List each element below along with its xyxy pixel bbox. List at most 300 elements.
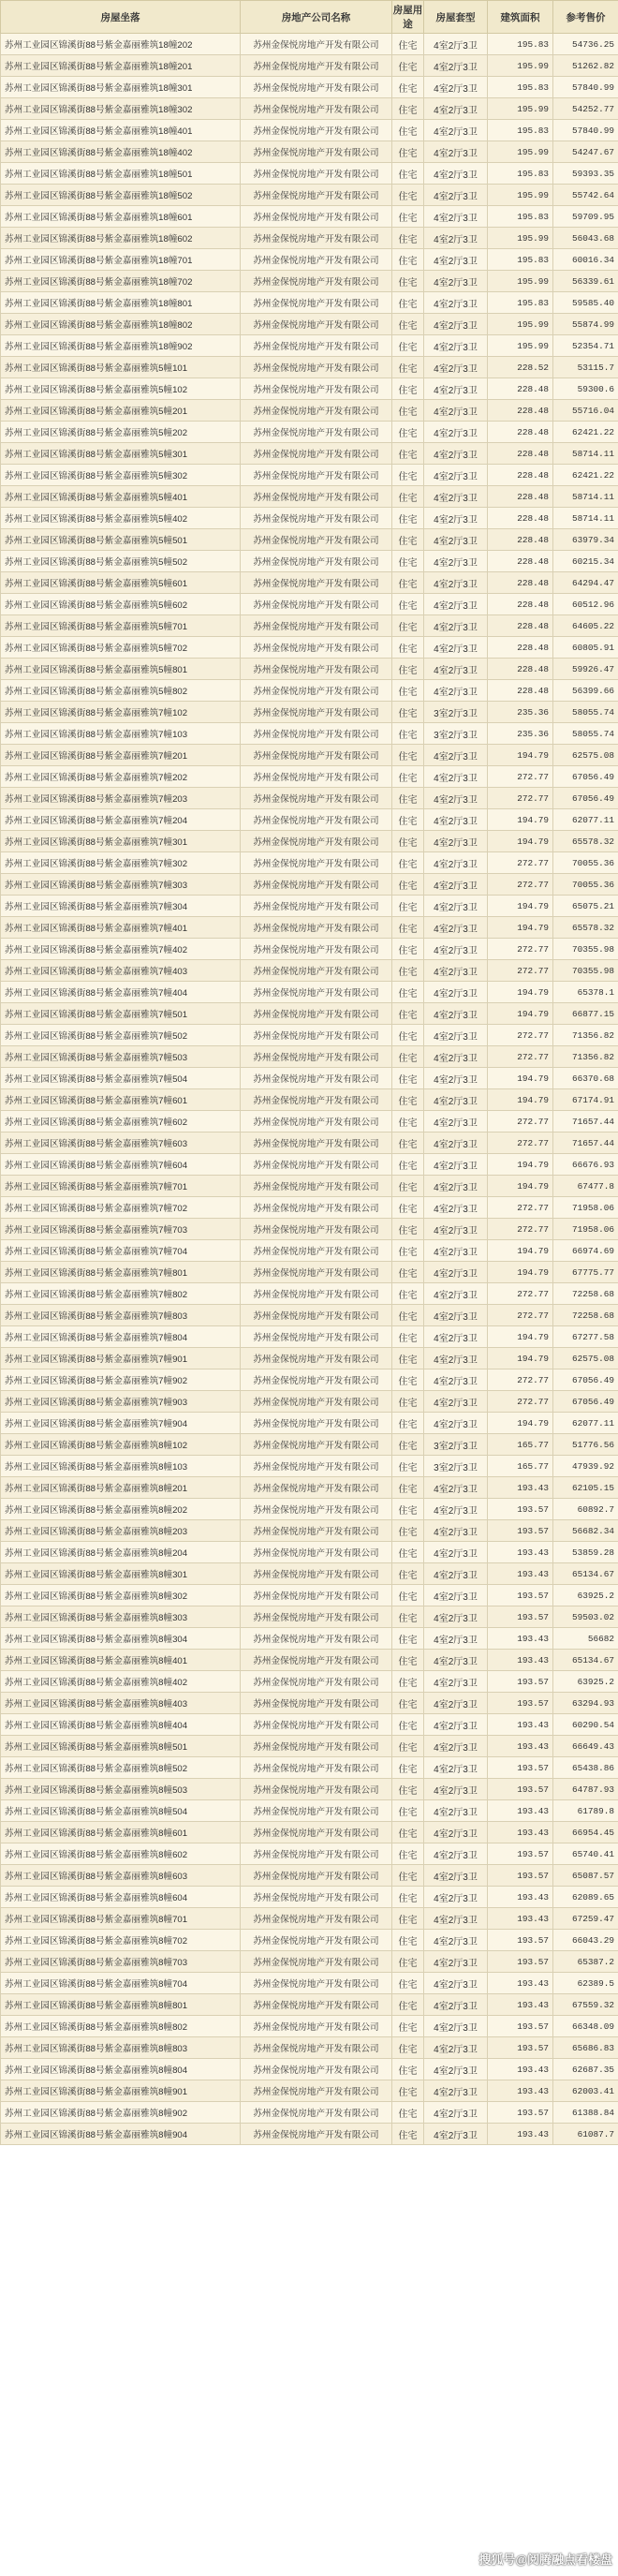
cell-area: 193.57 [488, 1843, 553, 1865]
cell-area: 272.77 [488, 1219, 553, 1240]
cell-use: 住宅 [392, 120, 424, 141]
cell-company: 苏州金保悦房地产开发有限公司 [241, 1434, 392, 1456]
cell-use: 住宅 [392, 1800, 424, 1822]
cell-addr: 苏州工业园区锦溪街88号紫金嘉丽雅筑18幢202 [1, 34, 241, 55]
cell-company: 苏州金保悦房地产开发有限公司 [241, 1456, 392, 1477]
cell-layout: 4室2厅3卫 [424, 1822, 488, 1843]
table-row [1, 723, 618, 745]
cell-addr: 苏州工业园区锦溪街88号紫金嘉丽雅筑7幢602 [1, 1111, 241, 1133]
cell-area: 193.43 [488, 1714, 553, 1736]
table-row [1, 1434, 618, 1456]
cell-area: 194.79 [488, 1326, 553, 1348]
cell-area: 194.79 [488, 1154, 553, 1176]
cell-area: 228.48 [488, 572, 553, 594]
cell-layout: 4室2厅3卫 [424, 1779, 488, 1800]
cell-use: 住宅 [392, 1606, 424, 1628]
table-row [1, 809, 618, 831]
cell-layout: 4室2厅3卫 [424, 1197, 488, 1219]
cell-price: 62575.08 [553, 1348, 618, 1369]
cell-company: 苏州金保悦房地产开发有限公司 [241, 1262, 392, 1283]
table-row [1, 529, 618, 551]
cell-company: 苏州金保悦房地产开发有限公司 [241, 529, 392, 551]
cell-use: 住宅 [392, 551, 424, 572]
cell-addr: 苏州工业园区锦溪街88号紫金嘉丽雅筑5幢101 [1, 357, 241, 378]
cell-layout: 4室2厅3卫 [424, 809, 488, 831]
cell-company: 苏州金保悦房地产开发有限公司 [241, 960, 392, 982]
cell-use: 住宅 [392, 1671, 424, 1693]
cell-layout: 4室2厅3卫 [424, 1305, 488, 1326]
header-row [1, 1, 618, 34]
cell-use: 住宅 [392, 939, 424, 960]
cell-area: 193.43 [488, 1908, 553, 1930]
cell-layout: 4室2厅3卫 [424, 2037, 488, 2059]
cell-use: 住宅 [392, 443, 424, 465]
cell-company: 苏州金保悦房地产开发有限公司 [241, 1736, 392, 1757]
table-row [1, 1650, 618, 1671]
cell-area: 194.79 [488, 1262, 553, 1283]
table-row [1, 1305, 618, 1326]
cell-company: 苏州金保悦房地产开发有限公司 [241, 1369, 392, 1391]
cell-layout: 4室2厅3卫 [424, 1973, 488, 1994]
table-row [1, 1219, 618, 1240]
cell-company: 苏州金保悦房地产开发有限公司 [241, 1240, 392, 1262]
table-row [1, 206, 618, 228]
table-row [1, 443, 618, 465]
cell-area: 228.48 [488, 486, 553, 508]
cell-price: 65387.2 [553, 1951, 618, 1973]
cell-layout: 4室2厅3卫 [424, 939, 488, 960]
cell-layout: 4室2厅3卫 [424, 1499, 488, 1520]
cell-use: 住宅 [392, 1089, 424, 1111]
cell-price: 67056.49 [553, 766, 618, 788]
table-row [1, 1865, 618, 1887]
cell-layout: 4室2厅3卫 [424, 98, 488, 120]
cell-addr: 苏州工业园区锦溪街88号紫金嘉丽雅筑8幢403 [1, 1693, 241, 1714]
cell-addr: 苏州工业园区锦溪街88号紫金嘉丽雅筑5幢602 [1, 594, 241, 615]
cell-price: 59393.35 [553, 163, 618, 185]
cell-addr: 苏州工业园区锦溪街88号紫金嘉丽雅筑7幢804 [1, 1326, 241, 1348]
cell-price: 67477.8 [553, 1176, 618, 1197]
cell-use: 住宅 [392, 896, 424, 917]
table-row [1, 1973, 618, 1994]
cell-price: 63979.34 [553, 529, 618, 551]
cell-company: 苏州金保悦房地产开发有限公司 [241, 486, 392, 508]
cell-area: 194.79 [488, 1068, 553, 1089]
cell-use: 住宅 [392, 1305, 424, 1326]
cell-company: 苏州金保悦房地产开发有限公司 [241, 141, 392, 163]
cell-layout: 4室2厅3卫 [424, 1240, 488, 1262]
cell-company: 苏州金保悦房地产开发有限公司 [241, 831, 392, 852]
table-row [1, 1779, 618, 1800]
cell-area: 195.83 [488, 34, 553, 55]
table-row [1, 1822, 618, 1843]
table-row [1, 788, 618, 809]
cell-company: 苏州金保悦房地产开发有限公司 [241, 1477, 392, 1499]
cell-price: 55716.04 [553, 400, 618, 422]
cell-price: 58055.74 [553, 723, 618, 745]
cell-area: 194.79 [488, 831, 553, 852]
cell-use: 住宅 [392, 680, 424, 702]
cell-addr: 苏州工业园区锦溪街88号紫金嘉丽雅筑18幢301 [1, 77, 241, 98]
cell-area: 194.79 [488, 1003, 553, 1025]
cell-company: 苏州金保悦房地产开发有限公司 [241, 551, 392, 572]
cell-area: 194.79 [488, 917, 553, 939]
cell-price: 54252.77 [553, 98, 618, 120]
table-row [1, 1068, 618, 1089]
cell-company: 苏州金保悦房地产开发有限公司 [241, 1628, 392, 1650]
cell-price: 55742.64 [553, 185, 618, 206]
cell-use: 住宅 [392, 1779, 424, 1800]
cell-price: 62077.11 [553, 809, 618, 831]
cell-price: 51262.82 [553, 55, 618, 77]
cell-company: 苏州金保悦房地产开发有限公司 [241, 2124, 392, 2145]
table-row [1, 508, 618, 529]
cell-company: 苏州金保悦房地产开发有限公司 [241, 314, 392, 335]
table-row [1, 1477, 618, 1499]
cell-addr: 苏州工业园区锦溪街88号紫金嘉丽雅筑18幢201 [1, 55, 241, 77]
cell-company: 苏州金保悦房地产开发有限公司 [241, 1671, 392, 1693]
table-row [1, 34, 618, 55]
cell-price: 59709.95 [553, 206, 618, 228]
cell-price: 71356.82 [553, 1046, 618, 1068]
cell-company: 苏州金保悦房地产开发有限公司 [241, 809, 392, 831]
cell-area: 195.83 [488, 163, 553, 185]
cell-layout: 4室2厅3卫 [424, 2016, 488, 2037]
cell-price: 62105.15 [553, 1477, 618, 1499]
cell-layout: 4室2厅3卫 [424, 314, 488, 335]
cell-addr: 苏州工业园区锦溪街88号紫金嘉丽雅筑18幢601 [1, 206, 241, 228]
cell-addr: 苏州工业园区锦溪街88号紫金嘉丽雅筑7幢702 [1, 1197, 241, 1219]
table-row [1, 615, 618, 637]
cell-use: 住宅 [392, 2102, 424, 2124]
cell-price: 65740.41 [553, 1843, 618, 1865]
table-row [1, 551, 618, 572]
cell-addr: 苏州工业园区锦溪街88号紫金嘉丽雅筑7幢703 [1, 1219, 241, 1240]
cell-use: 住宅 [392, 163, 424, 185]
cell-use: 住宅 [392, 1585, 424, 1606]
cell-company: 苏州金保悦房地产开发有限公司 [241, 1003, 392, 1025]
cell-area: 272.77 [488, 874, 553, 896]
cell-use: 住宅 [392, 1046, 424, 1068]
cell-layout: 4室2厅3卫 [424, 206, 488, 228]
table-row [1, 1757, 618, 1779]
cell-company: 苏州金保悦房地产开发有限公司 [241, 185, 392, 206]
cell-use: 住宅 [392, 1154, 424, 1176]
cell-layout: 4室2厅3卫 [424, 766, 488, 788]
cell-area: 193.57 [488, 2016, 553, 2037]
cell-use: 住宅 [392, 1650, 424, 1671]
cell-price: 66348.09 [553, 2016, 618, 2037]
table-row [1, 1736, 618, 1757]
cell-company: 苏州金保悦房地产开发有限公司 [241, 939, 392, 960]
cell-area: 228.48 [488, 615, 553, 637]
header-addr: 房屋坐落 [1, 1, 241, 34]
cell-layout: 4室2厅3卫 [424, 788, 488, 809]
cell-layout: 4室2厅3卫 [424, 1477, 488, 1499]
cell-layout: 4室2厅3卫 [424, 1585, 488, 1606]
table-row [1, 1714, 618, 1736]
cell-addr: 苏州工业园区锦溪街88号紫金嘉丽雅筑7幢504 [1, 1068, 241, 1089]
cell-area: 193.57 [488, 1606, 553, 1628]
cell-company: 苏州金保悦房地产开发有限公司 [241, 228, 392, 249]
cell-layout: 4室2厅3卫 [424, 572, 488, 594]
cell-layout: 4室2厅3卫 [424, 1283, 488, 1305]
cell-price: 62575.08 [553, 745, 618, 766]
cell-layout: 4室2厅3卫 [424, 1757, 488, 1779]
cell-layout: 4室2厅3卫 [424, 1262, 488, 1283]
cell-area: 228.48 [488, 400, 553, 422]
cell-addr: 苏州工业园区锦溪街88号紫金嘉丽雅筑7幢203 [1, 788, 241, 809]
cell-addr: 苏州工业园区锦溪街88号紫金嘉丽雅筑7幢604 [1, 1154, 241, 1176]
cell-use: 住宅 [392, 249, 424, 271]
cell-layout: 4室2厅3卫 [424, 917, 488, 939]
cell-price: 60215.34 [553, 551, 618, 572]
cell-price: 51776.56 [553, 1434, 618, 1456]
cell-area: 193.43 [488, 1650, 553, 1671]
cell-company: 苏州金保悦房地产开发有限公司 [241, 2016, 392, 2037]
cell-area: 193.57 [488, 2037, 553, 2059]
cell-price: 66370.68 [553, 1068, 618, 1089]
cell-layout: 3室2厅3卫 [424, 1456, 488, 1477]
cell-price: 55874.99 [553, 314, 618, 335]
table-row [1, 637, 618, 659]
cell-use: 住宅 [392, 529, 424, 551]
cell-layout: 4室2厅3卫 [424, 1930, 488, 1951]
table-row [1, 422, 618, 443]
cell-price: 56339.61 [553, 271, 618, 292]
table-row [1, 314, 618, 335]
cell-use: 住宅 [392, 1865, 424, 1887]
cell-area: 195.99 [488, 141, 553, 163]
cell-area: 194.79 [488, 1176, 553, 1197]
cell-layout: 4室2厅3卫 [424, 896, 488, 917]
cell-use: 住宅 [392, 34, 424, 55]
cell-layout: 4室2厅3卫 [424, 1865, 488, 1887]
cell-price: 64605.22 [553, 615, 618, 637]
cell-use: 住宅 [392, 1628, 424, 1650]
cell-company: 苏州金保悦房地产开发有限公司 [241, 852, 392, 874]
cell-use: 住宅 [392, 55, 424, 77]
cell-addr: 苏州工业园区锦溪街88号紫金嘉丽雅筑8幢203 [1, 1520, 241, 1542]
cell-area: 193.43 [488, 1887, 553, 1908]
cell-addr: 苏州工业园区锦溪街88号紫金嘉丽雅筑8幢201 [1, 1477, 241, 1499]
cell-area: 272.77 [488, 1046, 553, 1068]
cell-addr: 苏州工业园区锦溪街88号紫金嘉丽雅筑8幢603 [1, 1865, 241, 1887]
cell-area: 228.48 [488, 637, 553, 659]
cell-use: 住宅 [392, 1499, 424, 1520]
cell-use: 住宅 [392, 615, 424, 637]
cell-layout: 4室2厅3卫 [424, 1542, 488, 1563]
table-row [1, 1843, 618, 1865]
cell-price: 58055.74 [553, 702, 618, 723]
watermark: 搜狐号@阅腾融点看楼盘 [478, 2553, 612, 2567]
cell-layout: 4室2厅3卫 [424, 1003, 488, 1025]
cell-price: 56682.34 [553, 1520, 618, 1542]
cell-addr: 苏州工业园区锦溪街88号紫金嘉丽雅筑18幢801 [1, 292, 241, 314]
cell-layout: 4室2厅3卫 [424, 615, 488, 637]
table-row [1, 77, 618, 98]
table-row [1, 1369, 618, 1391]
cell-addr: 苏州工业园区锦溪街88号紫金嘉丽雅筑18幢802 [1, 314, 241, 335]
table-row [1, 1930, 618, 1951]
cell-use: 住宅 [392, 1843, 424, 1865]
cell-area: 272.77 [488, 1025, 553, 1046]
table-row [1, 766, 618, 788]
cell-area: 193.43 [488, 1800, 553, 1822]
table-row [1, 378, 618, 400]
cell-company: 苏州金保悦房地产开发有限公司 [241, 1520, 392, 1542]
cell-use: 住宅 [392, 1757, 424, 1779]
cell-layout: 4室2厅3卫 [424, 228, 488, 249]
cell-layout: 4室2厅3卫 [424, 1693, 488, 1714]
cell-company: 苏州金保悦房地产开发有限公司 [241, 1908, 392, 1930]
cell-use: 住宅 [392, 1262, 424, 1283]
cell-addr: 苏州工业园区锦溪街88号紫金嘉丽雅筑7幢103 [1, 723, 241, 745]
cell-addr: 苏州工业园区锦溪街88号紫金嘉丽雅筑7幢803 [1, 1305, 241, 1326]
cell-price: 58714.11 [553, 443, 618, 465]
cell-company: 苏州金保悦房地产开发有限公司 [241, 443, 392, 465]
cell-company: 苏州金保悦房地产开发有限公司 [241, 206, 392, 228]
cell-layout: 4室2厅3卫 [424, 1714, 488, 1736]
cell-area: 228.48 [488, 508, 553, 529]
cell-addr: 苏州工业园区锦溪街88号紫金嘉丽雅筑7幢802 [1, 1283, 241, 1305]
cell-layout: 4室2厅3卫 [424, 465, 488, 486]
cell-price: 63294.93 [553, 1693, 618, 1714]
cell-use: 住宅 [392, 1714, 424, 1736]
cell-layout: 4室2厅3卫 [424, 745, 488, 766]
table-row [1, 98, 618, 120]
cell-price: 67056.49 [553, 1391, 618, 1413]
cell-area: 195.99 [488, 271, 553, 292]
cell-area: 195.99 [488, 185, 553, 206]
cell-price: 54247.67 [553, 141, 618, 163]
cell-layout: 4室2厅3卫 [424, 1025, 488, 1046]
header-layout: 房屋套型 [424, 1, 488, 34]
cell-layout: 4室2厅3卫 [424, 1219, 488, 1240]
cell-addr: 苏州工业园区锦溪街88号紫金嘉丽雅筑5幢301 [1, 443, 241, 465]
cell-addr: 苏州工业园区锦溪街88号紫金嘉丽雅筑8幢202 [1, 1499, 241, 1520]
cell-layout: 4室2厅3卫 [424, 55, 488, 77]
cell-layout: 4室2厅3卫 [424, 831, 488, 852]
cell-layout: 4室2厅3卫 [424, 1628, 488, 1650]
cell-price: 62421.22 [553, 422, 618, 443]
cell-company: 苏州金保悦房地产开发有限公司 [241, 1693, 392, 1714]
cell-use: 住宅 [392, 1240, 424, 1262]
table-row [1, 572, 618, 594]
table-row [1, 1046, 618, 1068]
cell-addr: 苏州工业园区锦溪街88号紫金嘉丽雅筑5幢501 [1, 529, 241, 551]
cell-price: 67056.49 [553, 1369, 618, 1391]
table-row [1, 1133, 618, 1154]
table-row [1, 874, 618, 896]
cell-use: 住宅 [392, 745, 424, 766]
cell-addr: 苏州工业园区锦溪街88号紫金嘉丽雅筑8幢604 [1, 1887, 241, 1908]
cell-layout: 4室2厅3卫 [424, 1348, 488, 1369]
cell-company: 苏州金保悦房地产开发有限公司 [241, 594, 392, 615]
cell-company: 苏州金保悦房地产开发有限公司 [241, 1606, 392, 1628]
cell-area: 272.77 [488, 1133, 553, 1154]
cell-use: 住宅 [392, 1822, 424, 1843]
cell-area: 193.57 [488, 2102, 553, 2124]
cell-price: 59300.6 [553, 378, 618, 400]
cell-area: 193.43 [488, 1563, 553, 1585]
cell-use: 住宅 [392, 2080, 424, 2102]
table-row [1, 1154, 618, 1176]
cell-addr: 苏州工业园区锦溪街88号紫金嘉丽雅筑7幢502 [1, 1025, 241, 1046]
cell-addr: 苏州工业园区锦溪街88号紫金嘉丽雅筑7幢301 [1, 831, 241, 852]
cell-use: 住宅 [392, 1736, 424, 1757]
cell-use: 住宅 [392, 960, 424, 982]
cell-price: 57840.99 [553, 77, 618, 98]
cell-area: 228.48 [488, 594, 553, 615]
cell-addr: 苏州工业园区锦溪街88号紫金嘉丽雅筑5幢701 [1, 615, 241, 637]
cell-area: 195.83 [488, 206, 553, 228]
cell-layout: 4室2厅3卫 [424, 1994, 488, 2016]
cell-area: 228.48 [488, 422, 553, 443]
cell-use: 住宅 [392, 572, 424, 594]
cell-area: 193.57 [488, 1757, 553, 1779]
cell-price: 60290.54 [553, 1714, 618, 1736]
table-row [1, 1908, 618, 1930]
cell-addr: 苏州工业园区锦溪街88号紫金嘉丽雅筑18幢702 [1, 271, 241, 292]
cell-addr: 苏州工业园区锦溪街88号紫金嘉丽雅筑7幢603 [1, 1133, 241, 1154]
cell-area: 193.57 [488, 1693, 553, 1714]
cell-addr: 苏州工业园区锦溪街88号紫金嘉丽雅筑18幢402 [1, 141, 241, 163]
cell-company: 苏州金保悦房地产开发有限公司 [241, 1973, 392, 1994]
table-row [1, 1585, 618, 1606]
cell-area: 165.77 [488, 1456, 553, 1477]
cell-use: 住宅 [392, 637, 424, 659]
cell-price: 70355.98 [553, 939, 618, 960]
cell-price: 65134.67 [553, 1563, 618, 1585]
cell-layout: 4室2厅3卫 [424, 422, 488, 443]
table-row [1, 335, 618, 357]
table-row [1, 163, 618, 185]
cell-company: 苏州金保悦房地产开发有限公司 [241, 1499, 392, 1520]
cell-use: 住宅 [392, 1520, 424, 1542]
cell-price: 65087.57 [553, 1865, 618, 1887]
cell-price: 58714.11 [553, 486, 618, 508]
cell-area: 195.83 [488, 77, 553, 98]
cell-use: 住宅 [392, 2037, 424, 2059]
table-row [1, 852, 618, 874]
cell-price: 72258.68 [553, 1283, 618, 1305]
cell-area: 193.43 [488, 1736, 553, 1757]
cell-addr: 苏州工业园区锦溪街88号紫金嘉丽雅筑18幢501 [1, 163, 241, 185]
cell-use: 住宅 [392, 1197, 424, 1219]
cell-addr: 苏州工业园区锦溪街88号紫金嘉丽雅筑5幢802 [1, 680, 241, 702]
cell-company: 苏州金保悦房地产开发有限公司 [241, 572, 392, 594]
table-row [1, 1499, 618, 1520]
cell-addr: 苏州工业园区锦溪街88号紫金嘉丽雅筑5幢502 [1, 551, 241, 572]
cell-company: 苏州金保悦房地产开发有限公司 [241, 745, 392, 766]
cell-company: 苏州金保悦房地产开发有限公司 [241, 896, 392, 917]
header-use: 房屋用途 [392, 1, 424, 34]
cell-use: 住宅 [392, 1369, 424, 1391]
cell-area: 194.79 [488, 745, 553, 766]
table-row [1, 680, 618, 702]
table-row [1, 292, 618, 314]
cell-addr: 苏州工业园区锦溪街88号紫金嘉丽雅筑7幢904 [1, 1413, 241, 1434]
table-row [1, 2059, 618, 2080]
cell-use: 住宅 [392, 1348, 424, 1369]
cell-use: 住宅 [392, 1563, 424, 1585]
cell-use: 住宅 [392, 98, 424, 120]
cell-price: 66043.29 [553, 1930, 618, 1951]
cell-price: 65578.32 [553, 917, 618, 939]
cell-use: 住宅 [392, 1219, 424, 1240]
cell-layout: 4室2厅3卫 [424, 1133, 488, 1154]
